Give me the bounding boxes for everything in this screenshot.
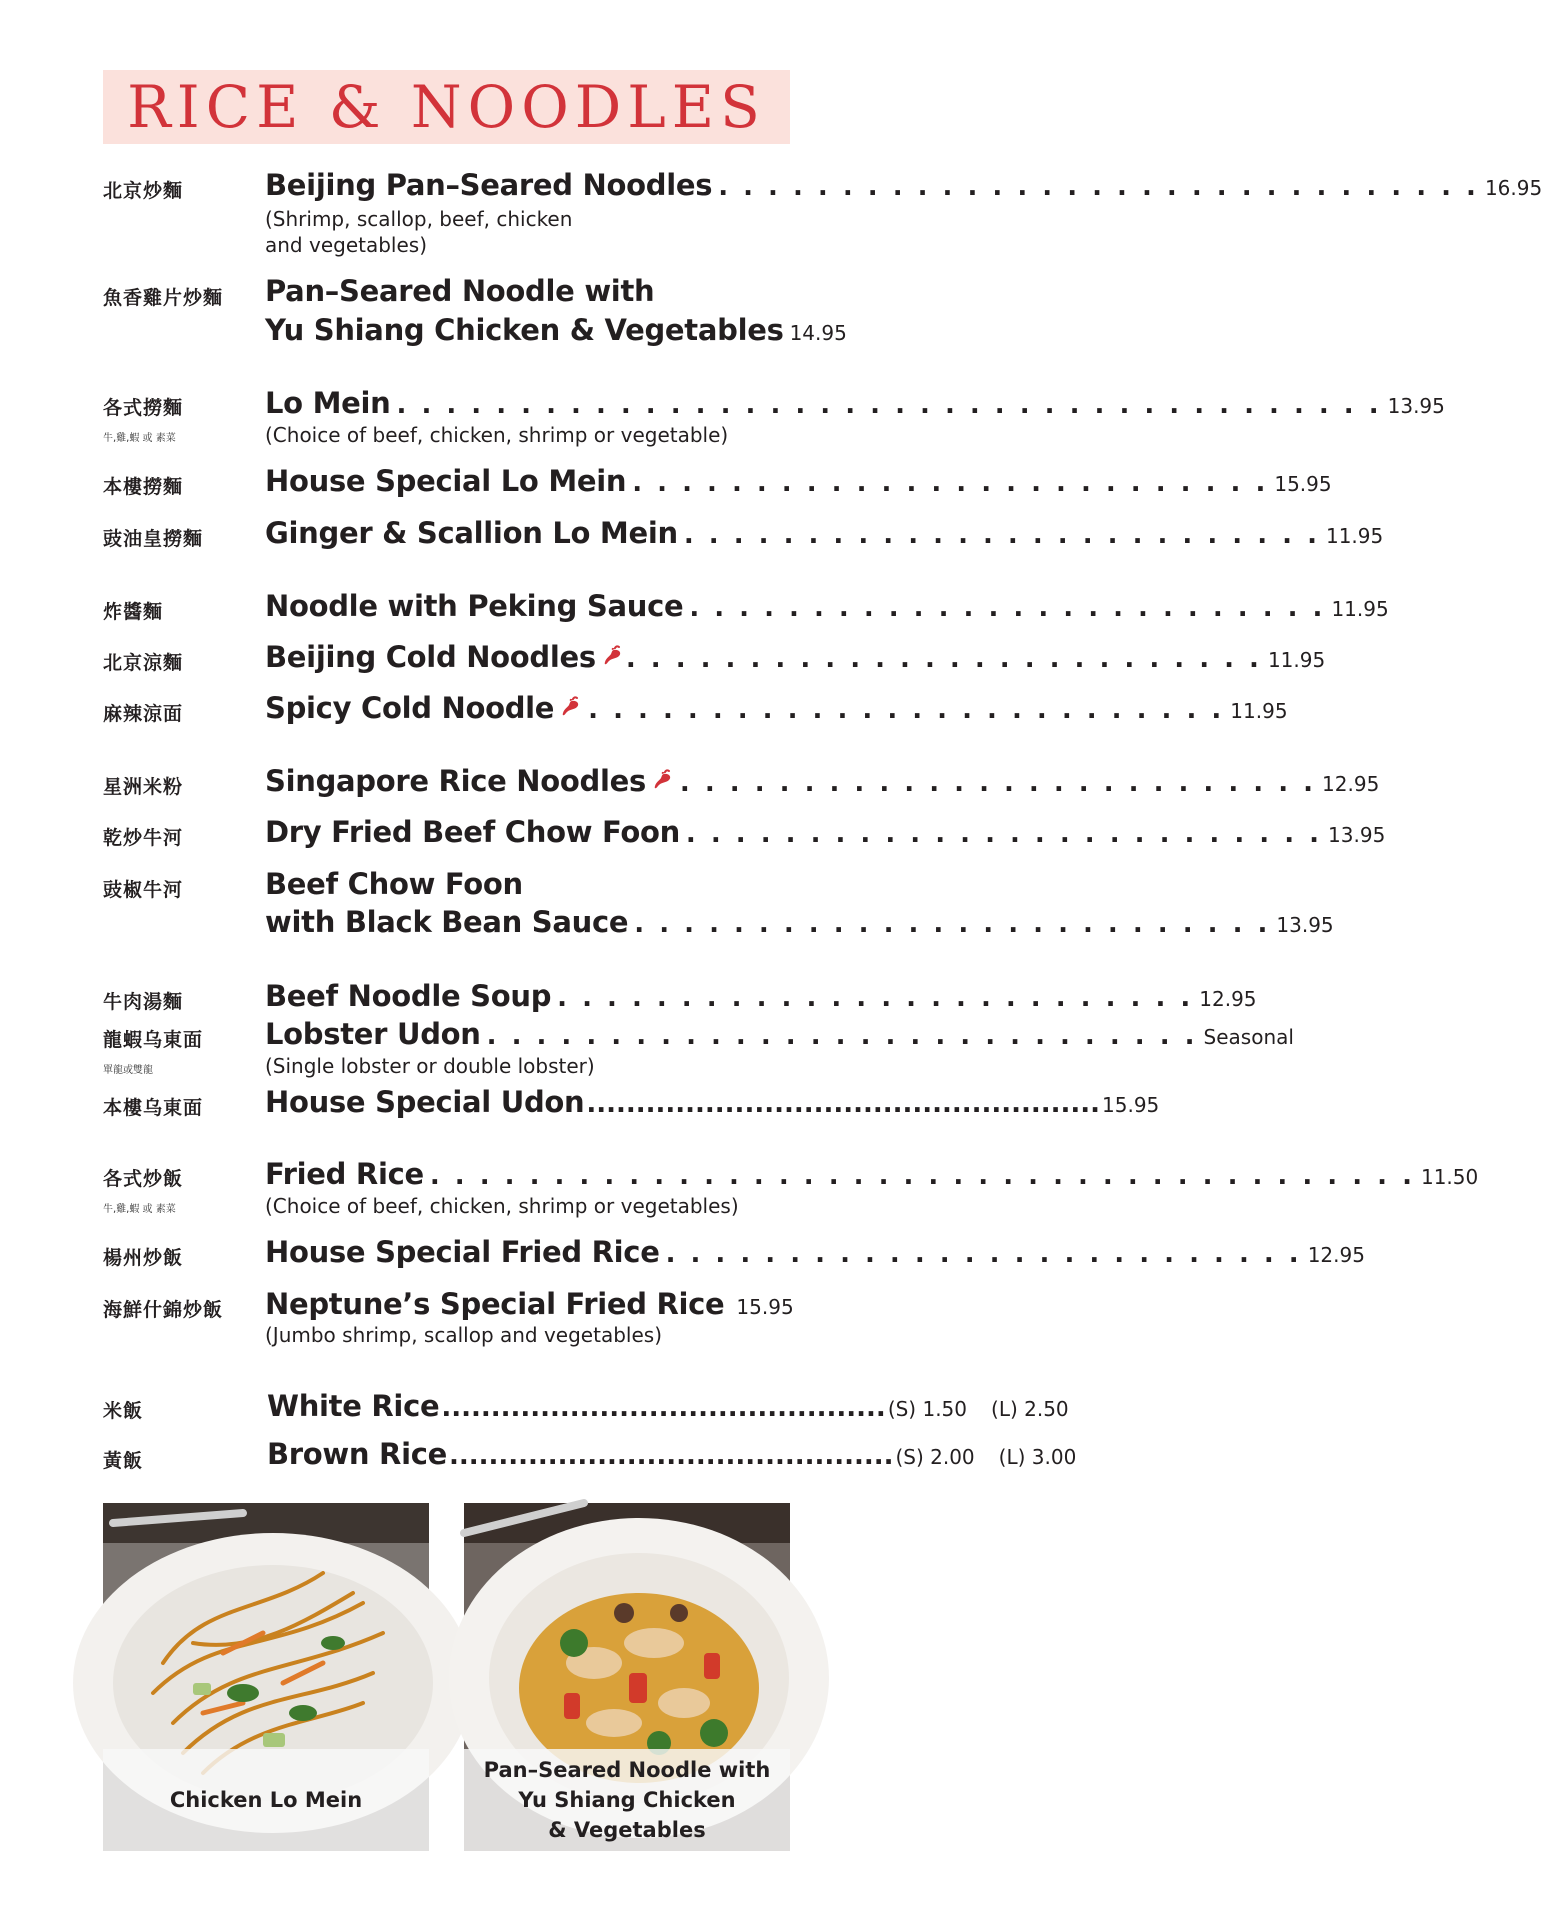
- dish-name: Lobster Udon: [265, 1017, 481, 1051]
- dot-leader: . . . . . . . . . . . . . . . . . . . . . . . . . .: [588, 695, 1225, 725]
- dish-name: Noodle with Peking Sauce: [265, 589, 684, 623]
- dot-leader: . . . . . . . . . . . . . . . . . . . . . . . . . .: [665, 1239, 1302, 1269]
- dot-leader: . . . . . . . . . . . . . . . . . . . . . . . . . .: [625, 644, 1262, 674]
- section-banner: [103, 70, 790, 144]
- dish-name: Neptune’s Special Fried Rice: [265, 1287, 725, 1321]
- dot-leader: . . . . . . . . . . . . . . . . . . . . . . . . . .: [632, 468, 1269, 498]
- chinese-name: 海鮮什錦炒飯: [103, 1299, 224, 1321]
- chinese-subtitle: 單龍或雙龍: [103, 1065, 153, 1076]
- chinese-name: 各式炒飯: [103, 1168, 184, 1190]
- dish-name: House Special Lo Mein: [265, 464, 627, 498]
- dot-leader: . . . . . . . . . . . . . . . . . . . . . . . . . .: [634, 909, 1271, 939]
- chili-pepper-icon: [652, 769, 674, 791]
- chinese-name: 龍蝦乌東面: [103, 1029, 204, 1051]
- dish-description: (Jumbo shrimp, scallop and vegetables): [265, 1323, 662, 1347]
- dish-name-line2: Yu Shiang Chicken & Vegetables: [265, 313, 784, 347]
- chinese-name: 本樓撈麵: [103, 476, 184, 498]
- dot-leader: . . . . . . . . . . . . . . . . . . . . . . . . . .: [689, 593, 1326, 623]
- photo-caption: [464, 1749, 790, 1851]
- dot-leader: .............................................: [441, 1393, 886, 1423]
- photo-caption: [103, 1749, 429, 1851]
- dish-price: 16.95: [1484, 176, 1542, 200]
- chinese-name: 本樓乌東面: [103, 1097, 204, 1119]
- dish-description: (Single lobster or double lobster): [265, 1054, 595, 1078]
- dish-description: (Choice of beef, chicken, shrimp or vegetables): [265, 1194, 739, 1218]
- dot-leader: . . . . . . . . . . . . . . . . . . . . . . . . . .: [679, 768, 1317, 798]
- dot-leader: . . . . . . . . . . . . . . . . . . . . . . . . . .: [683, 520, 1320, 550]
- dish-name-line1: Pan–Seared Noodle with: [265, 274, 655, 308]
- dot-leader: . . . . . . . . . . . . . . . . . . . . . . . . . . . . . . . . . . . . . . . .: [429, 1161, 1415, 1191]
- dish-price: 13.95: [1328, 823, 1386, 847]
- chinese-subtitle: 牛,雞,蝦 或 素菜: [103, 1204, 176, 1215]
- page-title: RICE & NOODLES: [127, 73, 766, 141]
- dish-price: 12.95: [1307, 1243, 1365, 1267]
- dot-leader: . . . . . . . . . . . . . . . . . . . . . . . . . .: [557, 983, 1194, 1013]
- dot-leader: ....................................................: [586, 1089, 1101, 1119]
- dish-price: 15.95: [736, 1295, 794, 1319]
- price-small: (S) 2.00: [895, 1445, 975, 1469]
- dot-leader: . . . . . . . . . . . . . . . . . . . . . . . . . . . . .: [486, 1021, 1198, 1051]
- caption-text: Chicken Lo Mein: [169, 1788, 363, 1812]
- dish-price: 15.95: [1102, 1093, 1160, 1117]
- chinese-name: 乾炒牛河: [103, 827, 184, 849]
- dish-name-line2: with Black Bean Sauce: [265, 905, 629, 939]
- chinese-subtitle: 牛,雞,蝦 或 素菜: [103, 433, 176, 444]
- dish-price: 12.95: [1199, 987, 1257, 1011]
- price-small: (S) 1.50: [887, 1397, 968, 1421]
- chinese-name: 楊州炒飯: [103, 1247, 184, 1269]
- dot-leader: . . . . . . . . . . . . . . . . . . . . . . . . . . . . . . .: [718, 172, 1479, 202]
- dish-name: Brown Rice: [267, 1437, 447, 1471]
- dish-price: 11.95: [1331, 597, 1389, 621]
- dish-price: 13.95: [1276, 913, 1334, 937]
- dot-leader: . . . . . . . . . . . . . . . . . . . . . . . . . . . . . . . . . . . . . . . .: [396, 390, 1382, 420]
- chinese-name: 星洲米粉: [103, 776, 184, 798]
- chinese-name: 北京涼麵: [103, 652, 184, 674]
- caption-text: Pan–Seared Noodle with Yu Shiang Chicken & Vegetables: [483, 1758, 771, 1842]
- photo-chicken-lo-mein: [103, 1503, 429, 1851]
- dish-price: Seasonal: [1203, 1025, 1294, 1049]
- dish-price: 11.95: [1230, 699, 1288, 723]
- dish-name: Beijing Cold Noodles: [265, 640, 596, 674]
- chili-pepper-icon: [602, 645, 624, 667]
- photo-yu-shiang-noodle: [464, 1503, 790, 1851]
- dish-price: 11.95: [1325, 524, 1384, 548]
- chinese-name: 米飯: [103, 1400, 144, 1422]
- chinese-name: 各式撈麵: [103, 397, 184, 419]
- chili-pepper-icon: [560, 696, 582, 718]
- dish-name: Ginger & Scallion Lo Mein: [265, 516, 678, 550]
- dish-name: Lo Mein: [265, 386, 391, 420]
- dish-price: 15.95: [1274, 472, 1332, 496]
- chinese-name: 豉椒牛河: [103, 879, 184, 901]
- chinese-name: 黃飯: [103, 1450, 144, 1472]
- dish-price: 13.95: [1387, 394, 1445, 418]
- dish-name: Fried Rice: [265, 1157, 424, 1191]
- dish-price: 11.50: [1420, 1165, 1479, 1189]
- chinese-name: 豉油皇撈麵: [103, 528, 204, 550]
- price-large: (L) 2.50: [991, 1397, 1069, 1421]
- price-large: (L) 3.00: [998, 1445, 1077, 1469]
- dish-price: 12.95: [1322, 772, 1380, 796]
- dish-name: Dry Fried Beef Chow Foon: [265, 815, 680, 849]
- dish-price: 11.95: [1267, 648, 1326, 672]
- dish-name: Beijing Pan–Seared Noodles: [265, 168, 713, 202]
- dish-price: 14.95: [789, 321, 847, 345]
- dish-name: White Rice: [267, 1389, 440, 1423]
- dot-leader: .............................................: [449, 1441, 894, 1471]
- dish-name: House Special Udon: [265, 1085, 585, 1119]
- dish-name: Spicy Cold Noodle: [265, 691, 555, 725]
- chinese-name: 魚香雞片炒麵: [103, 287, 224, 309]
- dish-description: (Choice of beef, chicken, shrimp or vegetable): [265, 423, 729, 447]
- chinese-name: 麻辣涼面: [103, 703, 184, 725]
- chinese-name: 北京炒麵: [103, 180, 184, 202]
- dish-name: Singapore Rice Noodles: [265, 764, 646, 798]
- dish-description: (Shrimp, scallop, beef, chicken and vegetables): [265, 207, 573, 257]
- dish-name: House Special Fried Rice: [265, 1235, 660, 1269]
- chinese-name: 牛肉湯麵: [103, 991, 184, 1013]
- dish-name-line1: Beef Chow Foon: [265, 867, 523, 901]
- dot-leader: . . . . . . . . . . . . . . . . . . . . . . . . . .: [685, 819, 1323, 849]
- chinese-name: 炸醬麵: [103, 601, 164, 623]
- dish-name: Beef Noodle Soup: [265, 979, 552, 1013]
